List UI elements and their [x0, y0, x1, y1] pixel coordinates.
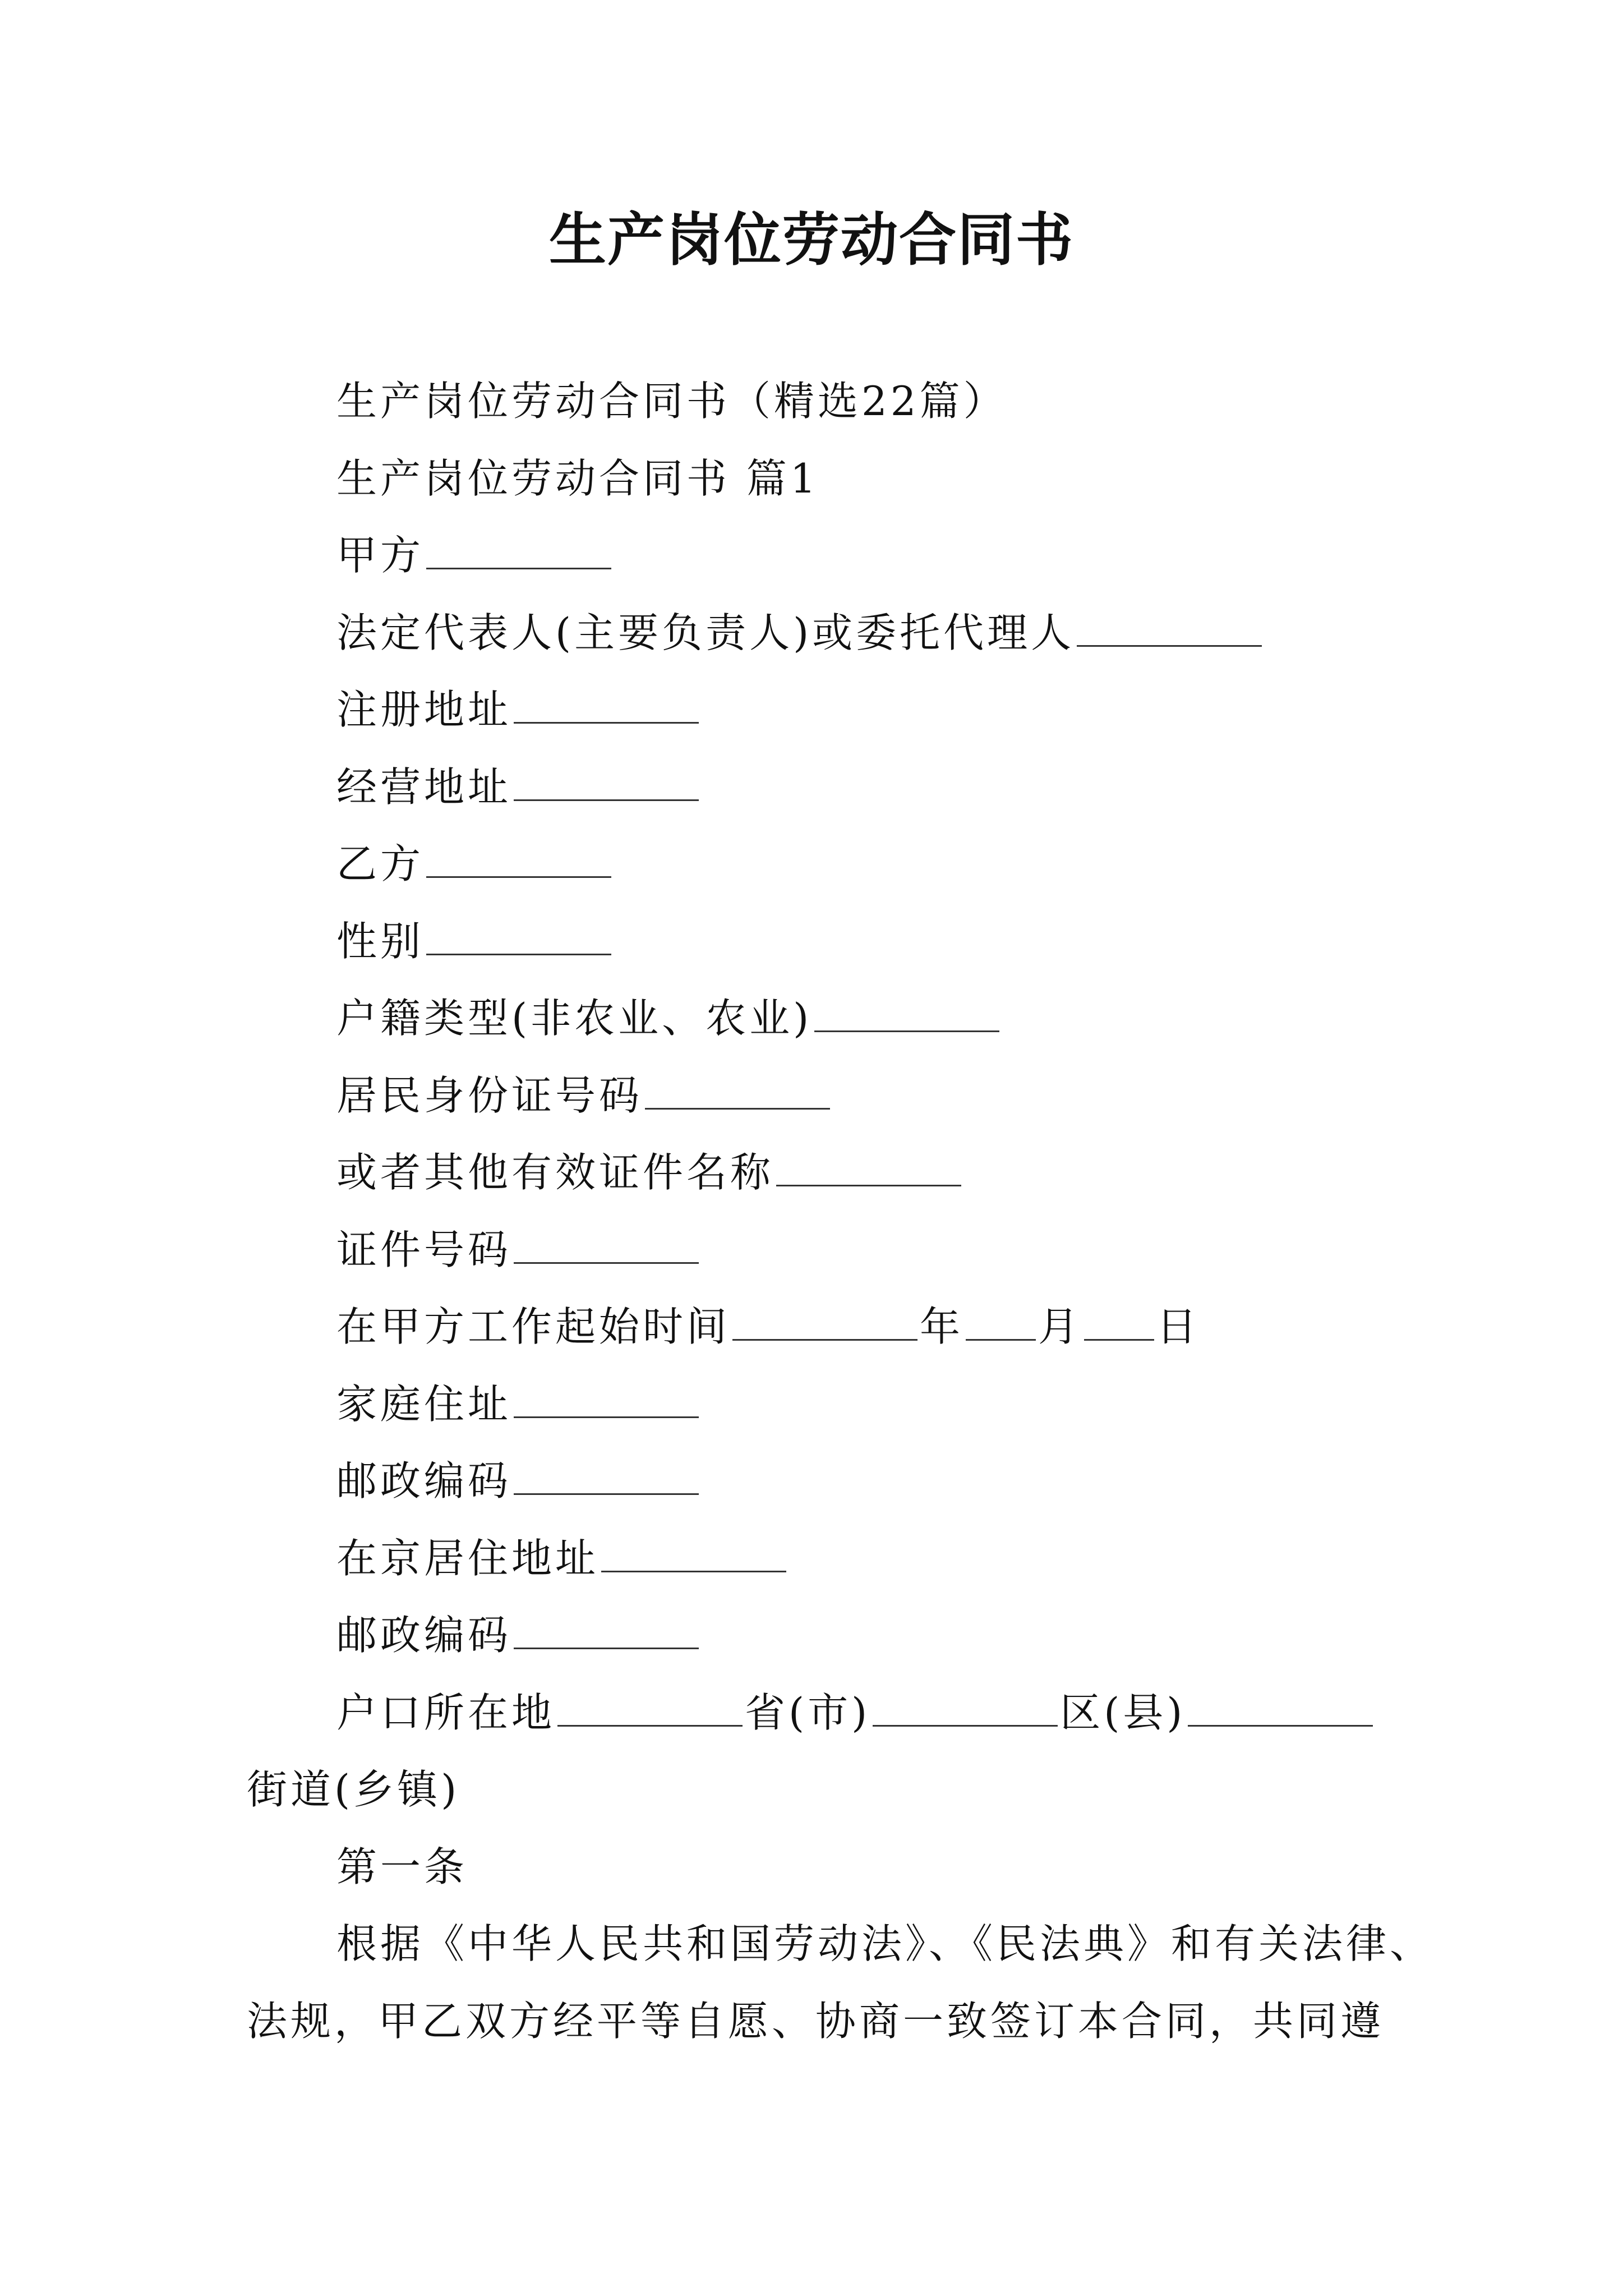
fill-blank	[514, 1491, 699, 1495]
fill-blank	[966, 1337, 1036, 1341]
year-label: 年	[920, 1303, 964, 1350]
page-title: 生产岗位劳动合同书	[549, 206, 1074, 274]
section-heading-text: 生产岗位劳动合同书 篇1	[336, 455, 819, 502]
province-label: 省(市)	[745, 1689, 871, 1736]
fill-blank	[426, 951, 611, 955]
fill-blank	[645, 1106, 830, 1110]
field-label: 居民身份证号码	[336, 1072, 643, 1119]
article-heading-text: 第一条	[336, 1843, 468, 1890]
fill-blank	[814, 1028, 999, 1032]
paragraph-text: 根据《中华人民共和国劳动法》、《民法典》和有关法律、	[336, 1920, 1434, 1967]
fill-blank	[514, 797, 699, 801]
fill-blank	[873, 1723, 1058, 1727]
fill-blank	[776, 1182, 961, 1186]
field-label: 甲方	[336, 532, 425, 579]
fill-blank	[514, 1260, 699, 1264]
article-heading	[247, 1839, 468, 1895]
field-label: 经营地址	[336, 763, 512, 811]
fill-blank	[601, 1568, 786, 1572]
field-party-b	[247, 836, 614, 892]
field-label: 户口所在地	[336, 1689, 556, 1736]
field-start-date	[247, 1299, 1200, 1355]
fill-blank	[426, 874, 611, 878]
fill-blank	[1188, 1723, 1373, 1727]
field-label: 邮政编码	[336, 1612, 512, 1659]
field-business-address	[247, 759, 701, 815]
subtitle-line	[247, 373, 1007, 429]
street-label: 街道(乡镇)	[247, 1766, 460, 1813]
field-party-a	[247, 527, 614, 583]
fill-blank	[1077, 643, 1262, 647]
fill-blank	[557, 1723, 743, 1727]
field-label: 注册地址	[336, 686, 512, 733]
month-label: 月	[1038, 1303, 1082, 1350]
field-label: 法定代表人(主要负责人)或委托代理人	[336, 609, 1075, 656]
section-heading	[247, 450, 819, 507]
paragraph-line	[247, 1916, 1433, 1972]
field-label: 在京居住地址	[336, 1535, 600, 1582]
field-registered-address	[247, 682, 701, 738]
field-home-address	[247, 1376, 701, 1432]
district-label: 区(县)	[1060, 1689, 1186, 1736]
field-postal-code-2	[247, 1607, 701, 1663]
fill-blank	[514, 1414, 699, 1418]
field-beijing-address	[247, 1530, 789, 1586]
field-label: 家庭住址	[336, 1381, 512, 1428]
field-label: 或者其他有效证件名称	[336, 1149, 774, 1196]
field-label: 证件号码	[336, 1226, 512, 1273]
fill-blank	[1084, 1337, 1154, 1341]
field-hukou-street	[247, 1761, 460, 1818]
fill-blank	[514, 1645, 699, 1649]
fill-blank	[732, 1337, 917, 1341]
subtitle-text: 生产岗位劳动合同书（精选22篇）	[336, 378, 1007, 425]
day-label: 日	[1156, 1303, 1201, 1350]
field-label: 户籍类型(非农业、农业)	[336, 995, 813, 1042]
fill-blank	[514, 720, 699, 724]
field-certificate-number	[247, 1222, 701, 1278]
field-label: 性别	[336, 918, 425, 965]
field-hukou-location	[247, 1685, 1375, 1741]
field-household-type	[247, 990, 1002, 1046]
field-id-number	[247, 1068, 832, 1124]
paragraph-line	[247, 1993, 1384, 2049]
field-label: 在甲方工作起始时间	[336, 1303, 731, 1350]
field-legal-representative	[247, 605, 1264, 661]
field-label: 乙方	[336, 840, 425, 887]
field-other-certificate	[247, 1144, 963, 1200]
field-gender	[247, 913, 614, 969]
paragraph-text: 法规，甲乙双方经平等自愿、协商一致签订本合同，共同遵	[247, 1998, 1385, 2045]
fill-blank	[426, 565, 611, 569]
field-label: 邮政编码	[336, 1457, 512, 1504]
field-postal-code	[247, 1453, 701, 1509]
